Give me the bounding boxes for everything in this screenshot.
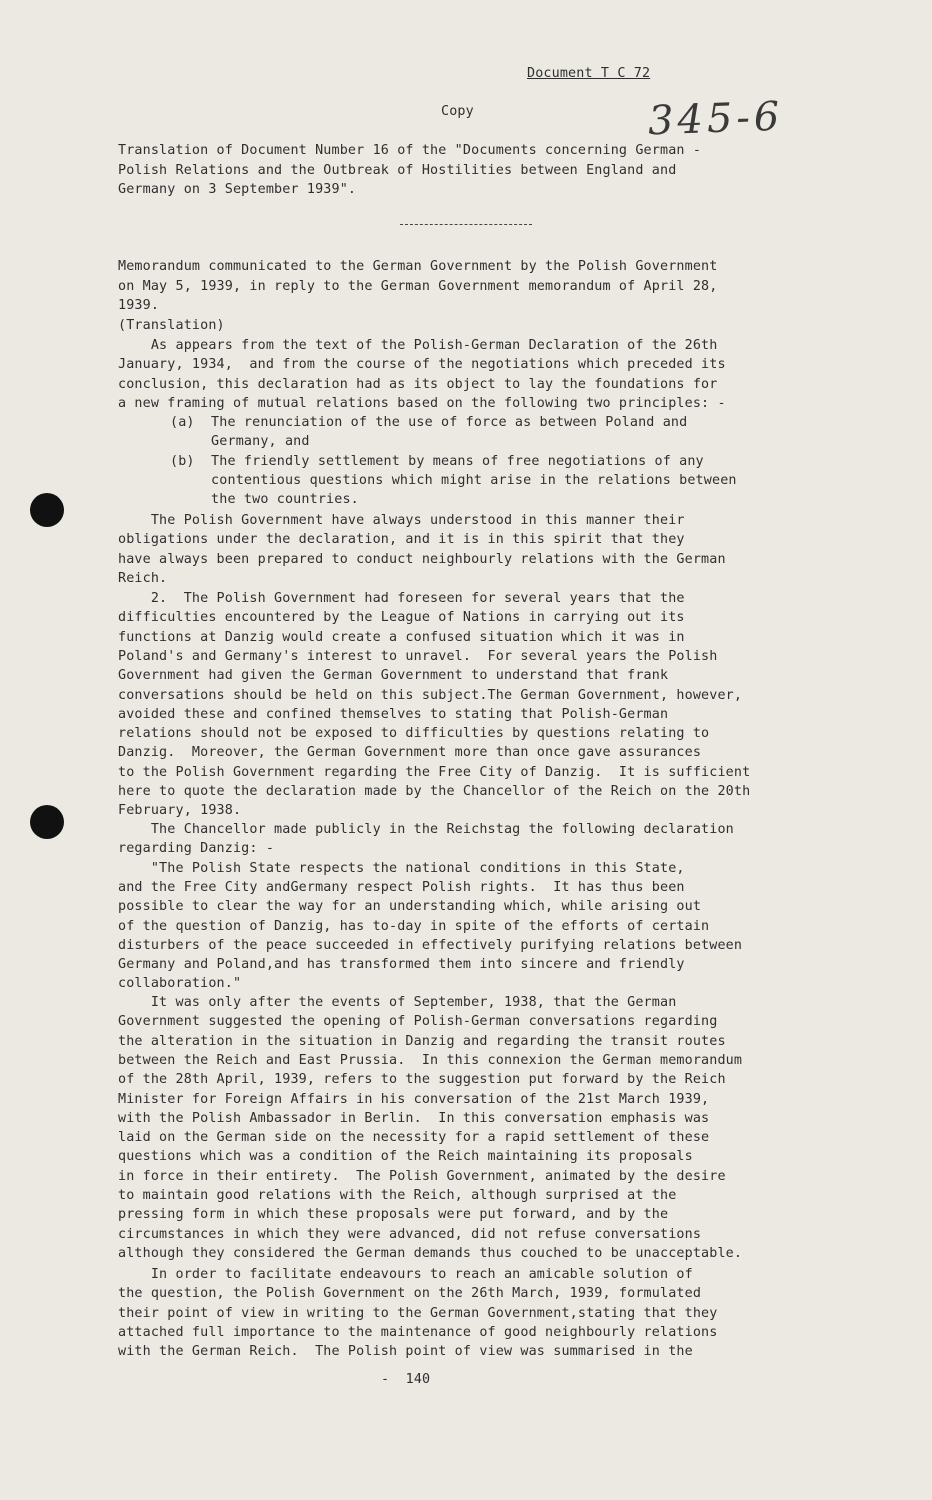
title-line: Polish Relations and the Outbreak of Hostilities between England and: [118, 162, 677, 178]
paragraph-line: in force in their entirety. The Polish Government, animated by the desire: [118, 1168, 726, 1184]
paragraph-line: Reich.: [118, 570, 168, 586]
intro-line: Memorandum communicated to the German Government by the Polish Government: [118, 259, 718, 274]
paragraph-line: avoided these and confined themselves to stating that Polish-German: [118, 706, 669, 722]
paragraph-line: functions at Danzig would create a confused situation which it was in: [118, 629, 685, 645]
intro-line: (Translation): [118, 317, 225, 333]
paragraph-line: The Polish Government have always understood in this manner their: [118, 513, 685, 528]
paragraph-line: questions which was a condition of the Reich maintaining its proposals: [118, 1149, 693, 1165]
title-line: Translation of Document Number 16 of the "Documents concerning German -: [118, 143, 702, 158]
quotation-line: "The Polish State respects the national conditions in this State,: [118, 860, 685, 876]
paragraph-line: relations should not be exposed to difficulties by questions relating to: [118, 726, 710, 742]
paragraph-line: with the German Reich. The Polish point of view was summarised in the: [118, 1344, 693, 1360]
paragraph-line: In order to facilitate endeavours to reach an amicable solution of: [118, 1267, 693, 1282]
quotation-line: and the Free City andGermany respect Polish rights. It has thus been: [118, 879, 685, 895]
quotation-line: of the question of Danzig, has to-day in spite of the efforts of certain: [118, 918, 710, 934]
handwritten-number: 345-6: [647, 93, 785, 145]
punch-hole: [30, 493, 64, 527]
paragraph-line: although they considered the German demands thus couched to be unacceptable.: [118, 1245, 743, 1261]
paragraph-line: As appears from the text of the Polish-German Declaration of the 26th: [118, 338, 718, 353]
paragraph-line: to the Polish Government regarding the Free City of Danzig. It is sufficient: [118, 764, 751, 780]
paragraph-line: pressing form in which these proposals were put forward, and by the: [118, 1207, 669, 1223]
paragraph-line: January, 1934, and from the course of the negotiations which preceded its: [118, 357, 726, 373]
copy-label: Copy: [441, 104, 474, 119]
quotation-line: disturbers of the peace succeeded in effectively purifying relations between: [118, 937, 743, 953]
quotation-line: The Chancellor made publicly in the Reichstag the following declaration: [118, 822, 734, 837]
document-reference: Document T C 72: [527, 66, 651, 81]
punch-hole: [30, 805, 64, 839]
paragraph-line: Minister for Foreign Affairs in his conversation of the 21st March 1939,: [118, 1091, 710, 1107]
paragraph-line: conclusion, this declaration had as its object to lay the foundations for: [118, 376, 718, 392]
quotation-line: collaboration.": [118, 976, 242, 992]
intro-line: 1939.: [118, 298, 160, 313]
intro-line: on May 5, 1939, in reply to the German Government memorandum of April 28,: [118, 278, 718, 294]
separator-rule: [400, 224, 532, 225]
paragraph-line: to maintain good relations with the Reich, although surprised at the: [118, 1188, 677, 1203]
quotation-line: possible to clear the way for an understanding which, while arising out: [118, 899, 702, 915]
paragraph-line: February, 1938.: [118, 803, 242, 819]
page-number: - 140: [381, 1372, 431, 1387]
paragraph-line: their point of view in writing to the German Government,stating that they: [118, 1305, 718, 1321]
paragraph-line: attached full importance to the maintenance of good neighbourly relations: [118, 1324, 718, 1340]
list-item-line: Germany, and: [170, 434, 310, 450]
paragraph-line: obligations under the declaration, and it is in this spirit that they: [118, 532, 685, 548]
paragraph-line: with the Polish Ambassador in Berlin. In this conversation emphasis was: [118, 1110, 710, 1126]
paragraph-line: Poland's and Germany's interest to unravel. For several years the Polish: [118, 648, 718, 664]
paragraph-line: Danzig. Moreover, the German Government more than once gave assurances: [118, 745, 702, 761]
paragraph-line: the question, the Polish Government on the 26th March, 1939, formulated: [118, 1286, 702, 1302]
paragraph-line: the alteration in the situation in Danzig and regarding the transit routes: [118, 1033, 726, 1049]
list-item-line: contentious questions which might arise in the relations between: [170, 472, 737, 488]
paragraph-line: Government had given the German Government to understand that frank: [118, 668, 669, 684]
paragraph-line: here to quote the declaration made by the Chancellor of the Reich on the 20th: [118, 784, 751, 799]
list-item-line: (b) The friendly settlement by means of free negotiations of any: [170, 453, 704, 469]
paragraph-line: Government suggested the opening of Polish-German conversations regarding: [118, 1014, 718, 1030]
list-item-line: (a) The renunciation of the use of force as between Poland and: [170, 415, 688, 430]
paragraph-line: laid on the German side on the necessity for a rapid settlement of these: [118, 1130, 710, 1146]
paragraph-line: It was only after the events of September, 1938, that the German: [118, 995, 677, 1010]
paragraph-line: have always been prepared to conduct neighbourly relations with the German: [118, 551, 726, 567]
paragraph-line: difficulties encountered by the League of Nations in carrying out its: [118, 610, 685, 626]
list-item-line: the two countries.: [170, 492, 359, 508]
paragraph-line: between the Reich and East Prussia. In this connexion the German memorandum: [118, 1052, 743, 1068]
paragraph-line: circumstances in which they were advanced, did not refuse conversations: [118, 1226, 702, 1242]
paragraph-line: 2. The Polish Government had foreseen for several years that the: [118, 591, 685, 606]
title-line: Germany on 3 September 1939".: [118, 182, 357, 197]
paragraph-line: of the 28th April, 1939, refers to the suggestion put forward by the Reich: [118, 1072, 726, 1088]
paragraph-line: a new framing of mutual relations based on the following two principles: -: [118, 395, 726, 411]
paragraph-line: conversations should be held on this subject.The German Government, however,: [118, 687, 743, 703]
quotation-line: regarding Danzig: -: [118, 841, 275, 857]
quotation-line: Germany and Poland,and has transformed them into sincere and friendly: [118, 957, 685, 973]
